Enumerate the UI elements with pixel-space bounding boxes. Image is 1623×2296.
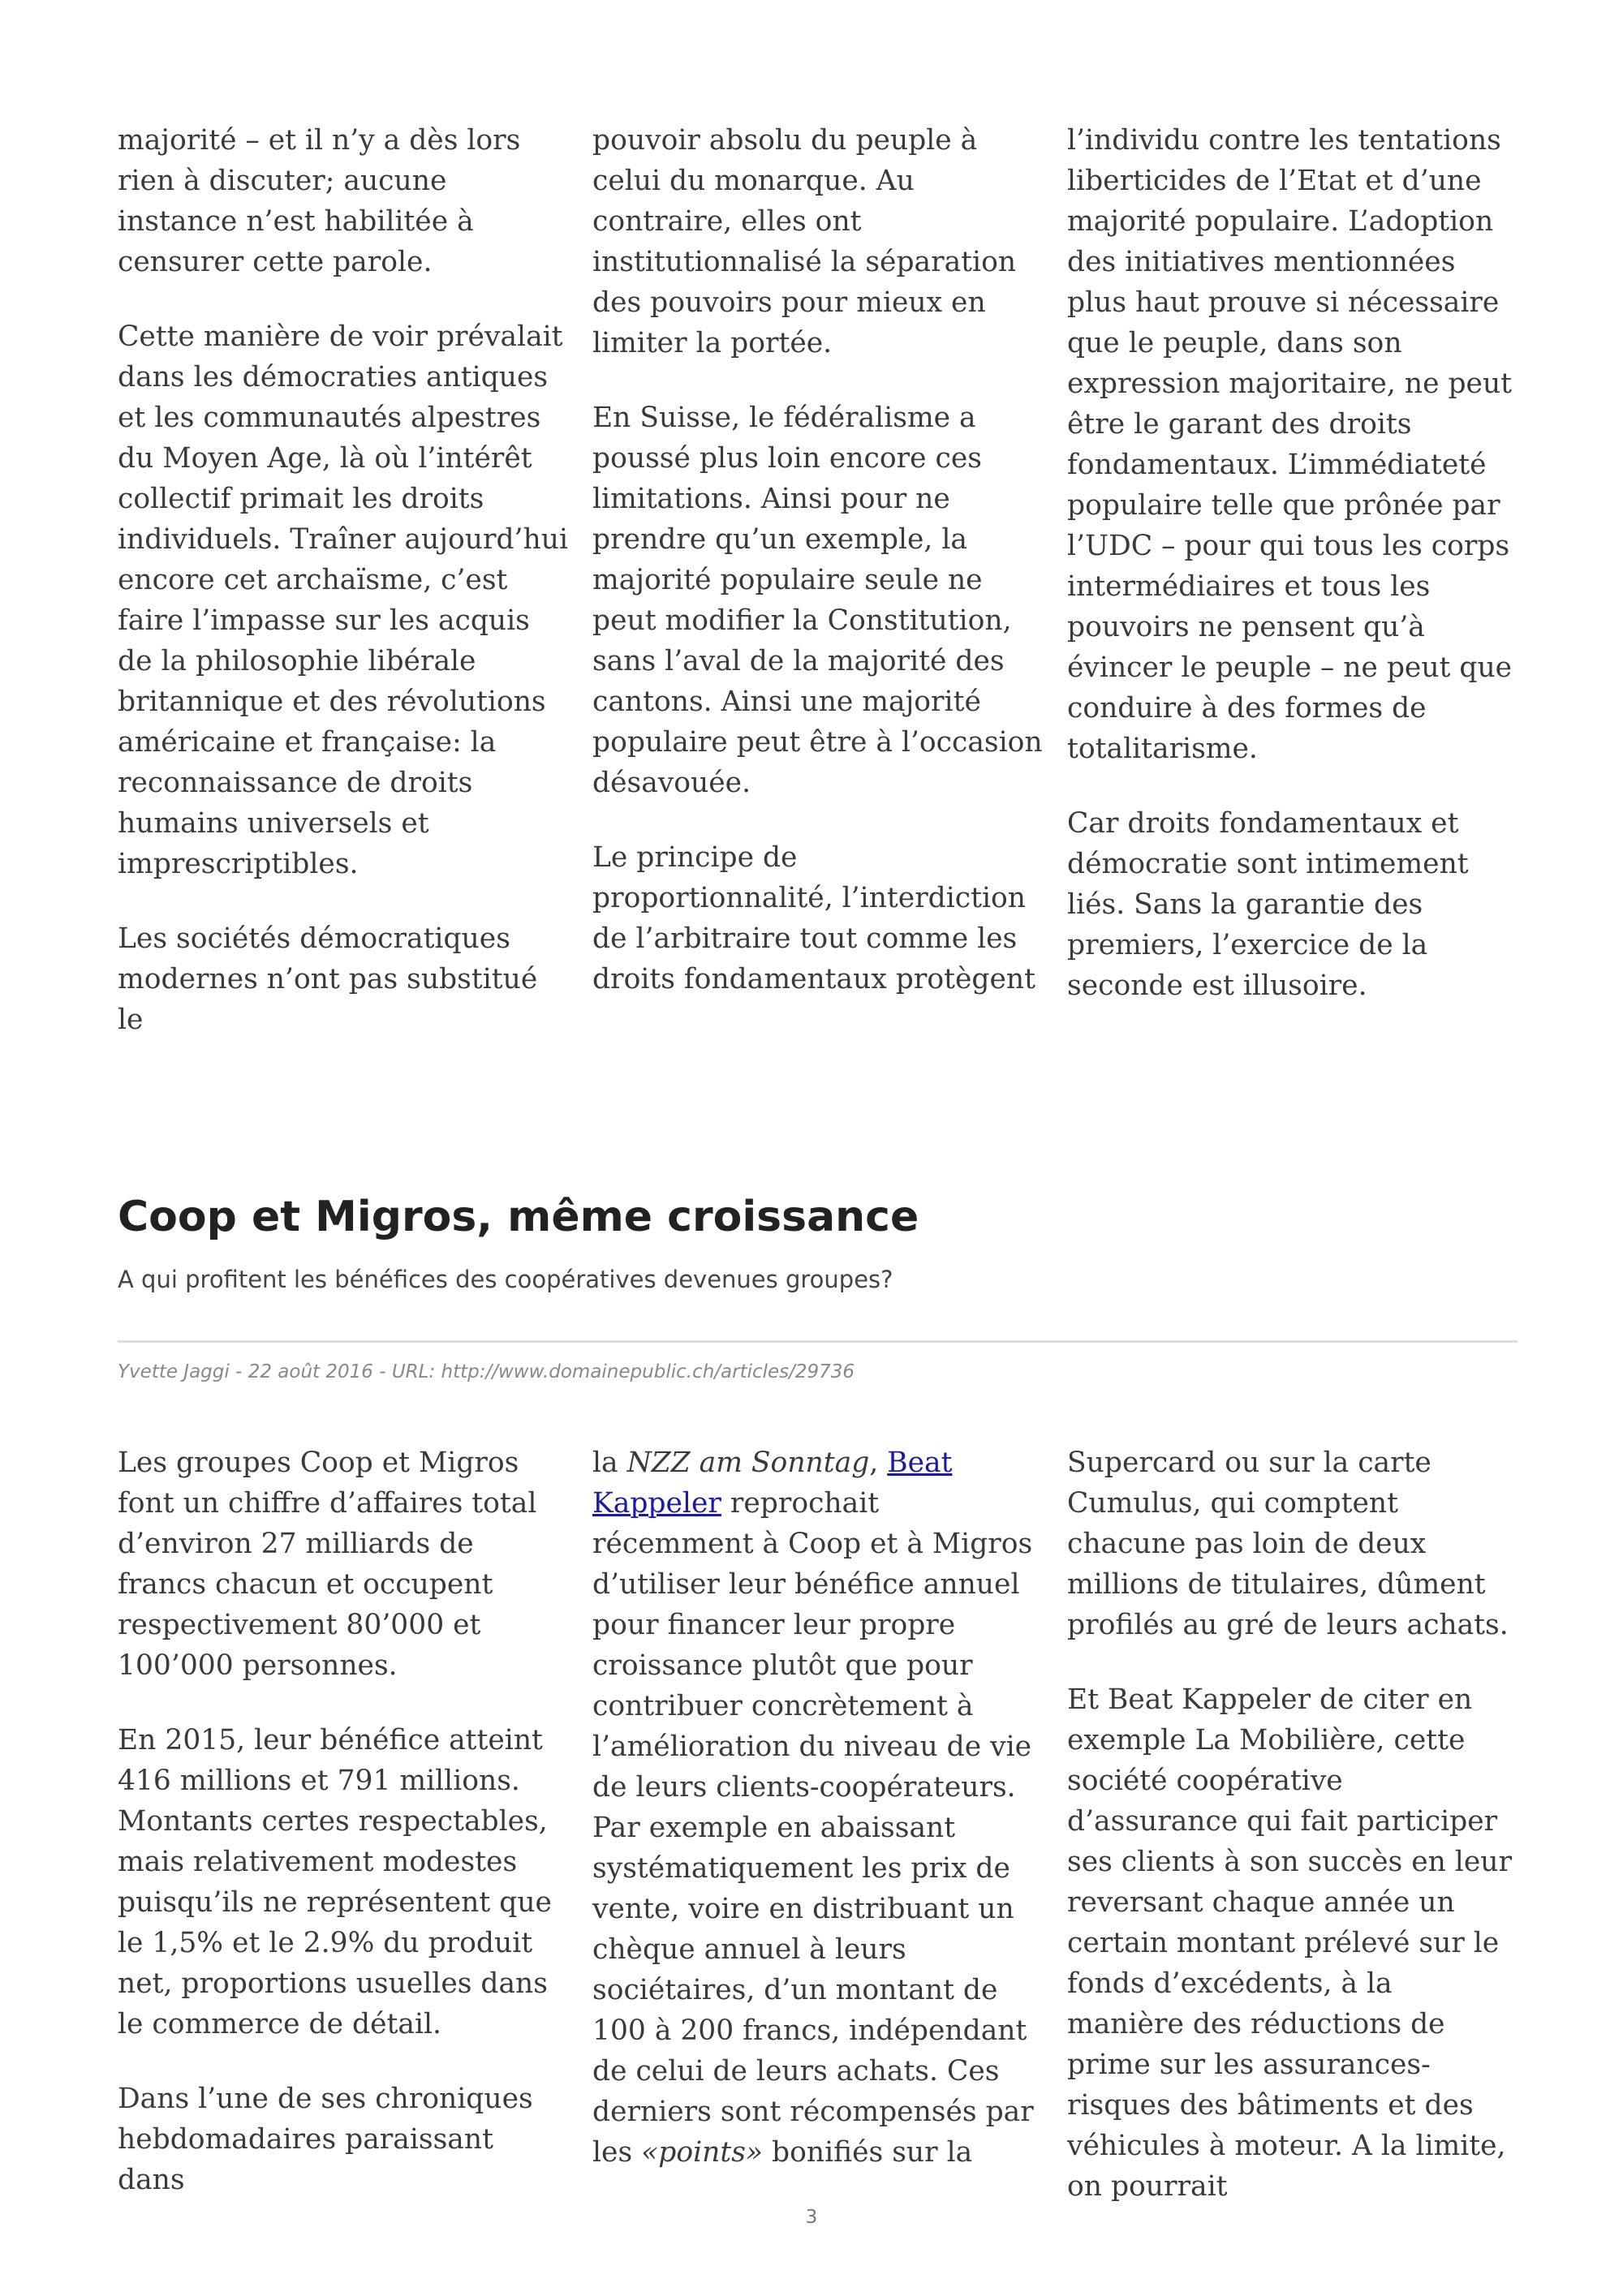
article-column-3: [1067, 1443, 1518, 2207]
publication-name: NZZ am Sonntag: [626, 1447, 870, 1479]
byline-author: Yvette Jaggi: [118, 1361, 230, 1382]
prev-column-3: [1067, 120, 1518, 1040]
byline-separator-2: -: [372, 1361, 392, 1382]
prev-col2-paragraph-2: En Suisse, le fédéralisme a poussé plus loin encore ces limitations. Ainsi pour ne prendre qu’un exemple, la majorité populaire seule ne peut modifier la Constitution, sans l’aval de la majorité des cantons. Ainsi une majorité populaire peut être à l’occasion désavouée.: [592, 402, 1043, 799]
prev-col2-paragraph-3: Le principe de proportionnalité, l’interdiction de l’arbitraire tout comme les droits fondamentaux protègent: [592, 841, 1035, 995]
prev-column-1: [118, 120, 568, 1040]
article-col1-paragraph-2: En 2015, leur bénéfice atteint 416 millions et 791 millions. Montants certes respectables, mais relativement modestes puisqu’ils ne représentent que le 1,5% et le 2.9% du produit net, proportions usuelles dans le commerce de détail.: [118, 1724, 552, 2040]
previous-article-continuation: [118, 120, 1518, 1040]
article-col1-paragraph-1: Les groupes Coop et Migros font un chiffre d’affaires total d’environ 27 milliards de francs chacun et occupent respectivement 80’000 et 100’000 personnes.: [118, 1447, 537, 1682]
byline-url-label: URL:: [391, 1361, 436, 1382]
article-title: Coop et Migros, même croissance: [118, 1193, 919, 1241]
article-column-2: [592, 1443, 1043, 2207]
prev-col3-paragraph-2: Car droits fondamentaux et démocratie sont intimement liés. Sans la garantie des premiers, l’exercice de la seconde est illusoire.: [1067, 807, 1469, 1002]
article-byline: [118, 1361, 855, 1382]
col2-intro: la: [592, 1447, 627, 1479]
beat-kappeler-link[interactable]: Beat Kappeler: [592, 1447, 953, 1520]
prev-col3-paragraph-1: l’individu contre les tentations liberticides de l’Etat et d’une majorité populaire. L’adoption des initiatives mentionnées plus haut prouve si nécessaire que le peuple, dans son expression majoritaire, ne peut être le garant des droits fondamentaux. L’immédiateté populaire telle que prônée par l’UDC – pour qui tous les corps intermédiaires et tous les pouvoirs ne pensent qu’à évincer le peuple – ne peut que conduire à des formes de totalitarisme.: [1067, 124, 1513, 765]
prev-col1-paragraph-1: majorité – et il n’y a dès lors rien à discuter; aucune instance n’est habilitée à censurer cette parole.: [118, 124, 521, 278]
col2-body-before: reprochait récemment à Coop et à Migros d’utiliser leur bénéfice annuel pour financer leur propre croissance plutôt que pour contribuer concrètement à l’amélioration du niveau de vie de leurs clients-coopérateurs. Par exemple en abaissant systématiquement les prix de vente, voire en distribuant un chèque annuel à leurs sociétaires, d’un montant de 100 à 200 francs, indépendant de celui de leurs achats. Ces derniers sont récompensés par les: [592, 1487, 1034, 2169]
prev-col1-paragraph-3: Les sociétés démocratiques modernes n’ont pas substitué le: [118, 922, 538, 1036]
article-column-1: [118, 1443, 568, 2207]
article-subtitle: A qui profitent les bénéfices des coopératives devenues groupes?: [118, 1266, 893, 1293]
header-divider: [118, 1340, 1518, 1343]
page-number: 3: [805, 2207, 818, 2228]
article-col2-paragraph-1: [592, 1443, 1043, 2173]
byline-date: 22 août 2016: [248, 1361, 373, 1382]
col2-comma: ,: [869, 1447, 888, 1479]
prev-col2-paragraph-1: pouvoir absolu du peuple à celui du monarque. Au contraire, elles ont institutionnalisé la séparation des pouvoirs pour mieux en limiter la portée.: [592, 124, 1017, 359]
article-col3-paragraph-1: Supercard ou sur la carte Cumulus, qui comptent chacune pas loin de deux millions de titulaires, dûment profilés au gré de leurs achats.: [1067, 1447, 1509, 1641]
points-quote: «points»: [641, 2136, 764, 2169]
byline-separator-1: -: [229, 1361, 248, 1382]
prev-column-2: [592, 120, 1043, 1040]
col2-body-after: bonifiés sur la: [763, 2136, 973, 2169]
article-body: [118, 1443, 1518, 2207]
prev-col1-paragraph-2: Cette manière de voir prévalait dans les démocraties antiques et les communautés alpestres du Moyen Age, là où l’intérêt collectif primait les droits individuels. Traîner aujourd’hui encore cet archaïsme, c’est faire l’impasse sur les acquis de la philosophie libérale britannique et des révolutions américaine et française: la reconnaissance de droits humains universels et imprescriptibles.: [118, 320, 568, 880]
article-col1-paragraph-3: Dans l’une de ses chroniques hebdomadaires paraissant dans: [118, 2083, 533, 2196]
article-col3-paragraph-2: Et Beat Kappeler de citer en exemple La Mobilière, cette société coopérative d’assurance qui fait participer ses clients à son succès en leur reversant chaque année un certain montant prélevé sur le fonds d’excédents, à la manière des réductions de prime sur les assurances-risques des bâtiments et des véhicules à moteur. A la limite, on pourrait: [1067, 1683, 1512, 2203]
byline-url: http://www.domainepublic.ch/articles/29736: [441, 1361, 855, 1382]
